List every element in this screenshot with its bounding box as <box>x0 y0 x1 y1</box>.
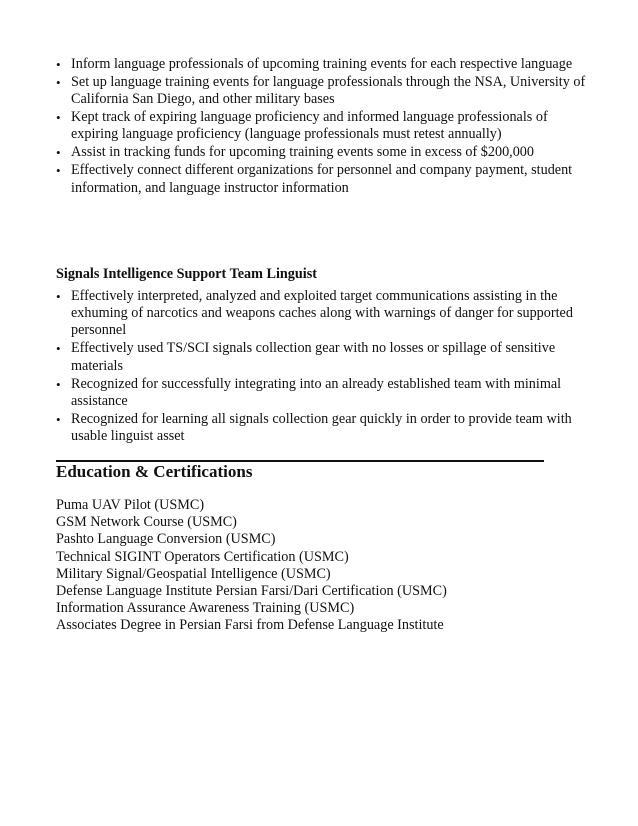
bullet-icon: • <box>56 110 61 126</box>
list-item <box>56 144 586 161</box>
certification-item: Associates Degree in Persian Farsi from Defense Language Institute <box>56 617 444 634</box>
role-title: Signals Intelligence Support Team Linguist <box>56 266 317 282</box>
bullet-text: Assist in tracking funds for upcoming training events some in excess of $200,000 <box>71 144 534 161</box>
bullet-icon: • <box>56 163 61 179</box>
certification-item: Defense Language Institute Persian Farsi/Dari Certification (USMC) <box>56 583 447 600</box>
list-item <box>56 411 586 445</box>
section-heading: Education & Certifications <box>56 462 253 481</box>
bullet-text: Effectively interpreted, analyzed and exploited target communications assisting in the exhuming of narcotics and weapons caches along with warnings of danger for supported personnel <box>71 288 573 339</box>
certification-item: Information Assurance Awareness Training (USMC) <box>56 600 355 617</box>
bullet-text: Recognized for successfully integrating into an already established team with minimal assistance <box>71 375 562 409</box>
list-item <box>56 74 586 108</box>
certification-item: Puma UAV Pilot (USMC) <box>56 497 205 513</box>
certification-item: Military Signal/Geospatial Intelligence (USMC) <box>56 565 331 582</box>
list-item <box>56 162 586 196</box>
certifications-list <box>56 497 576 635</box>
bullet-icon: • <box>56 57 61 72</box>
role-duties-list <box>56 288 586 446</box>
certification-item: GSM Network Course (USMC) <box>56 514 237 531</box>
bullet-icon: • <box>56 411 61 427</box>
bullet-text: Inform language professionals of upcoming training events for each respective language <box>71 56 573 72</box>
bullet-icon: • <box>56 341 61 357</box>
bullet-icon: • <box>56 289 61 304</box>
duties-list <box>56 56 586 198</box>
bullet-icon: • <box>56 145 61 161</box>
bullet-text: Set up language training events for language professionals through the NSA, University of California San Diego, and other military bases <box>71 74 586 108</box>
list-item <box>56 109 586 143</box>
certification-item: Technical SIGINT Operators Certification (USMC) <box>56 548 349 565</box>
bullet-text: Kept track of expiring language proficiency and informed language professionals of expiring language proficiency (language professionals must retest annually) <box>71 109 548 143</box>
list-item <box>56 340 586 374</box>
bullet-icon: • <box>56 376 61 392</box>
certification-item: Pashto Language Conversion (USMC) <box>56 531 276 548</box>
bullet-text: Effectively connect different organizations for personnel and company payment, student information, and language instructor information <box>71 162 573 196</box>
bullet-icon: • <box>56 75 61 90</box>
bullet-text: Recognized for learning all signals collection gear quickly in order to provide team with usable linguist asset <box>71 410 572 445</box>
list-item <box>56 56 586 73</box>
bullet-text: Effectively used TS/SCI signals collection gear with no losses or spillage of sensitive materials <box>71 340 556 374</box>
list-item <box>56 288 586 340</box>
list-item <box>56 376 586 410</box>
